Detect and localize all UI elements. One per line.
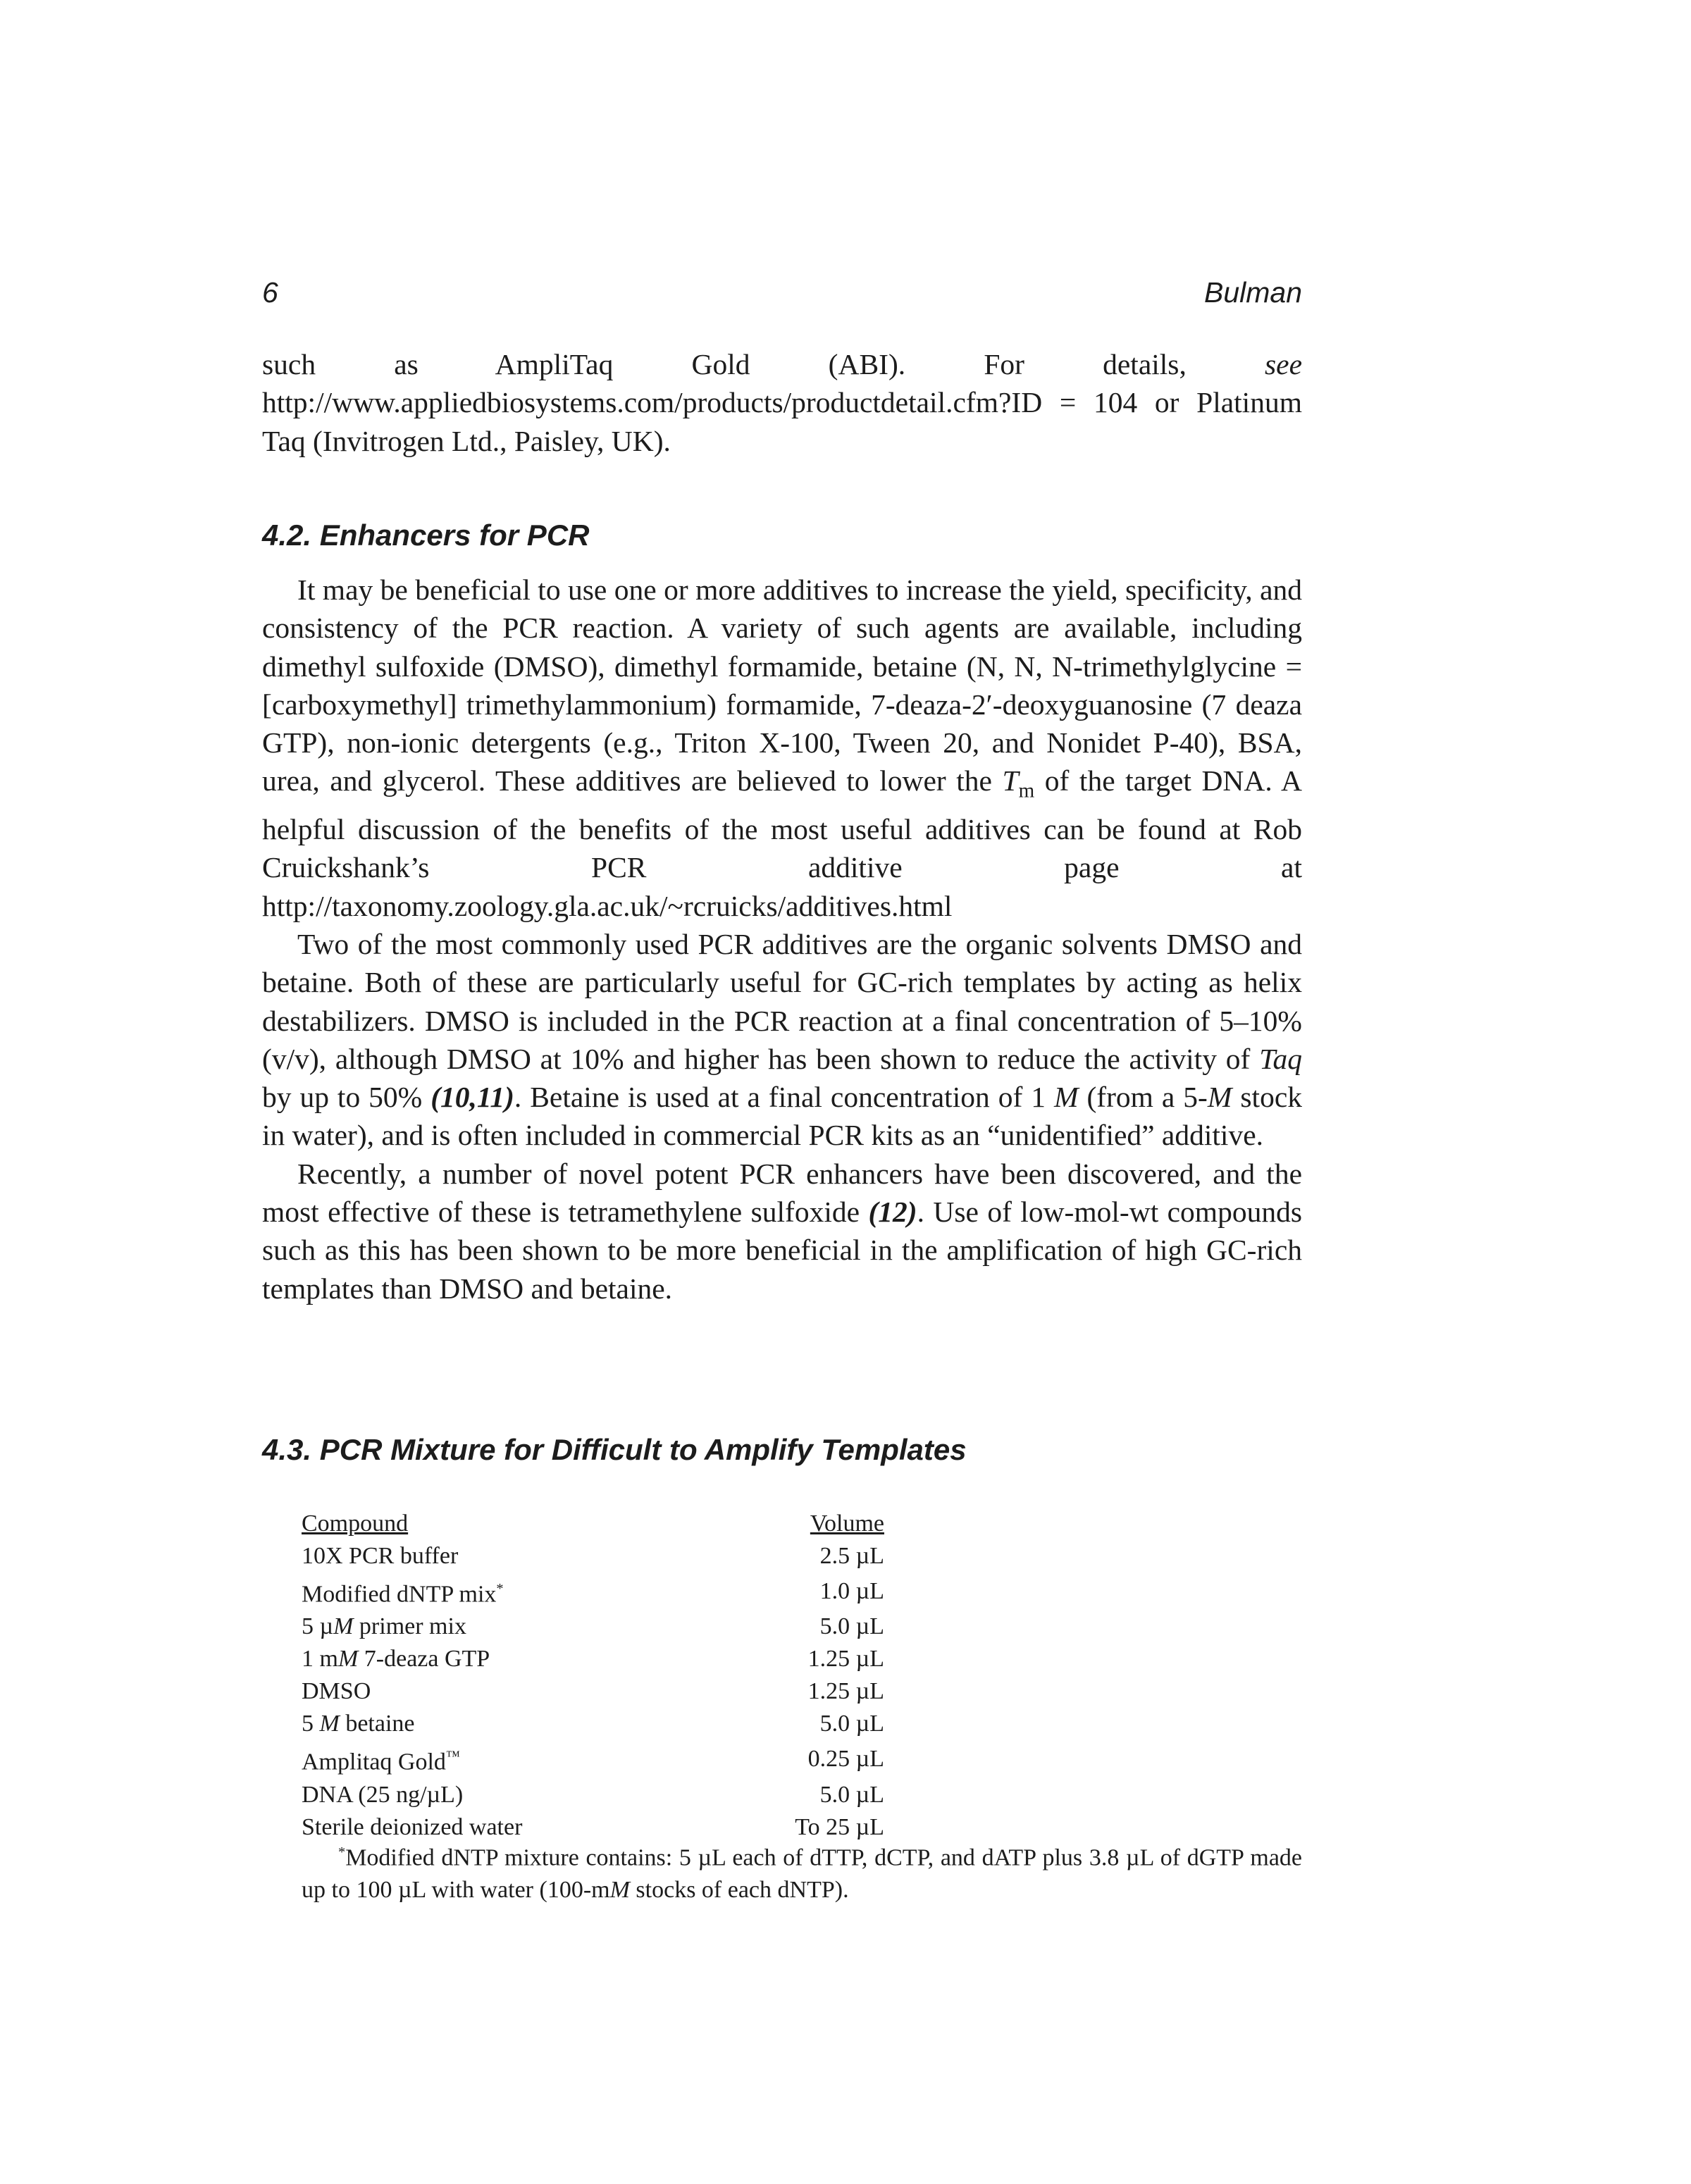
compound-cell xyxy=(302,1779,791,1811)
table-row xyxy=(302,1643,884,1675)
tm-symbol: T xyxy=(1002,764,1019,798)
compound-cell xyxy=(302,1708,791,1740)
footnote-marker: * xyxy=(338,1844,346,1860)
tm-subscript: m xyxy=(1018,779,1035,802)
compound-cell xyxy=(302,1572,791,1611)
compound-name: 5 µ xyxy=(302,1613,334,1640)
volume-cell: To 25 µL xyxy=(795,1813,884,1840)
compound-name-rest: betaine xyxy=(339,1711,415,1737)
molar-unit: M xyxy=(1053,1081,1079,1114)
volume-cell: 1.25 µL xyxy=(807,1678,884,1705)
compound-cell xyxy=(302,1675,791,1708)
volume-cell: 5.0 µL xyxy=(819,1711,884,1737)
p2-text-e: stock in water), and is often included in commercial PCR kits as an “unidentified” additive. xyxy=(262,1081,1303,1152)
running-head xyxy=(262,276,1302,318)
p3-text-a: Recently, a number of novel potent PCR enhancers have been discovered, and the most effective of these is tetramethylene sulfoxide xyxy=(262,1157,1302,1229)
compound-cell xyxy=(302,1611,791,1643)
compound-cell xyxy=(302,1540,791,1572)
table-header-row xyxy=(302,1508,884,1540)
pcr-mixture-table xyxy=(302,1508,884,1844)
compound-name: DMSO xyxy=(302,1678,371,1705)
volume-cell: 0.25 µL xyxy=(807,1746,884,1773)
compound-superscript: * xyxy=(496,1581,504,1596)
paragraph-novel-enhancers xyxy=(262,1155,1302,1308)
p2-text-a: Two of the most commonly used PCR additives are the organic solvents DMSO and betaine. Both of these are particularly useful for GC-rich templates by acting as helix destabilizers. DMSO is included in the PCR reaction at a final concentration of 5–10% (v/v), although DMSO at 10% and higher has been shown to reduce the activity of xyxy=(262,927,1302,1075)
volume-cell: 5.0 µL xyxy=(819,1613,884,1640)
compound-name: Sterile deionized water xyxy=(302,1813,523,1840)
table-footnote xyxy=(302,1836,1302,1906)
section-heading-4-3: 4.3. PCR Mixture for Difficult to Amplify Templates xyxy=(262,1433,967,1466)
see-reference: see xyxy=(1265,348,1302,380)
citation-10-11: (10,11) xyxy=(431,1081,514,1114)
running-head-author: Bulman xyxy=(1203,276,1302,309)
footnote-text-b: stocks of each dNTP). xyxy=(629,1877,849,1904)
table-body xyxy=(302,1540,884,1844)
p3-text-b: . Use of low-mol-wt compounds such as this has been shown to be more beneficial in the amplification of high GC-rich templates than DMSO and betaine. xyxy=(262,1196,1302,1305)
column-header-volume: Volume xyxy=(810,1510,884,1537)
page-number: 6 xyxy=(262,276,278,309)
compound-cell xyxy=(302,1740,791,1778)
taq-italic: Taq xyxy=(1259,1042,1302,1075)
section-4-2-body xyxy=(262,571,1302,1308)
compound-name-rest: primer mix xyxy=(353,1613,466,1640)
molar-unit: M xyxy=(319,1711,340,1737)
p2-text-c: . Betaine is used at a final concentration of 1 xyxy=(514,1081,1054,1114)
p2-text-b: by up to 50% xyxy=(262,1081,431,1114)
table-row xyxy=(302,1675,884,1708)
compound-name: 10X PCR buffer xyxy=(302,1543,459,1569)
footnote-text-a: Modified dNTP mixture contains: 5 µL each of dTTP, dCTP, and dATP plus 3.8 µL of dGTP made up to 100 µL with water (100-m xyxy=(302,1844,1302,1904)
molar-unit: M xyxy=(1207,1081,1232,1114)
molar-unit: M xyxy=(609,1877,630,1904)
citation-12: (12) xyxy=(868,1196,917,1229)
compound-superscript: ™ xyxy=(445,1749,460,1765)
volume-cell: 5.0 µL xyxy=(819,1781,884,1808)
paragraph-dmso-betaine xyxy=(262,925,1302,1155)
volume-cell: 1.0 µL xyxy=(819,1578,884,1605)
compound-name: Amplitaq Gold xyxy=(302,1749,446,1775)
compound-cell xyxy=(302,1643,791,1675)
table-row xyxy=(302,1611,884,1643)
compound-name: 1 m xyxy=(302,1646,338,1673)
table-row xyxy=(302,1740,884,1778)
table-row xyxy=(302,1540,884,1572)
p2-text-d: (from a 5- xyxy=(1078,1081,1208,1114)
column-header-compound: Compound xyxy=(302,1510,409,1537)
table-row xyxy=(302,1708,884,1740)
table-row xyxy=(302,1572,884,1611)
volume-cell: 1.25 µL xyxy=(807,1646,884,1673)
intro-text: such as AmpliTaq Gold (ABI). For details, xyxy=(262,348,1265,380)
p1-text-a: It may be beneficial to use one or more additives to increase the yield, specificity, and consistency of the PCR reaction. A variety of such agents are available, including dimethyl sulfoxide (DMSO), dimethyl formamide, betaine (N, N, N-trimethylglycine = [carboxymethyl] trimethylammonium) formamide, 7-deaza-2′-deoxyguanosine (7 deaza GTP), non-ionic detergents (e.g., Triton X-100, Tween 20, and Nonidet P-40), BSA, urea, and glycerol. These additives are believed to lower the xyxy=(262,573,1302,798)
volume-cell: 2.5 µL xyxy=(819,1543,884,1569)
paragraph-enhancers-intro xyxy=(262,571,1302,925)
table-row xyxy=(302,1779,884,1811)
section-heading-4-2: 4.2. Enhancers for PCR xyxy=(262,519,590,552)
compound-name: 5 xyxy=(302,1711,320,1737)
molar-unit: M xyxy=(337,1646,359,1673)
intro-link-text: http://www.appliedbiosystems.com/products/productdetail.cfm?ID = 104 or Platinum Taq (Invitrogen Ltd., Paisley, UK). xyxy=(262,386,1302,457)
compound-name-rest: 7-deaza GTP xyxy=(358,1646,490,1673)
intro-paragraph xyxy=(262,345,1302,460)
p1-text-b: of the target DNA. A helpful discussion of the benefits of the most useful additives can be found at Rob Cruickshank’s PCR additive page at http://taxonomy.zoology.gla.ac.uk/~rcruicks/additives.html xyxy=(262,764,1302,922)
compound-name: Modified dNTP mix xyxy=(302,1581,497,1608)
molar-unit: M xyxy=(333,1613,354,1640)
compound-name: DNA (25 ng/µL) xyxy=(302,1781,464,1808)
